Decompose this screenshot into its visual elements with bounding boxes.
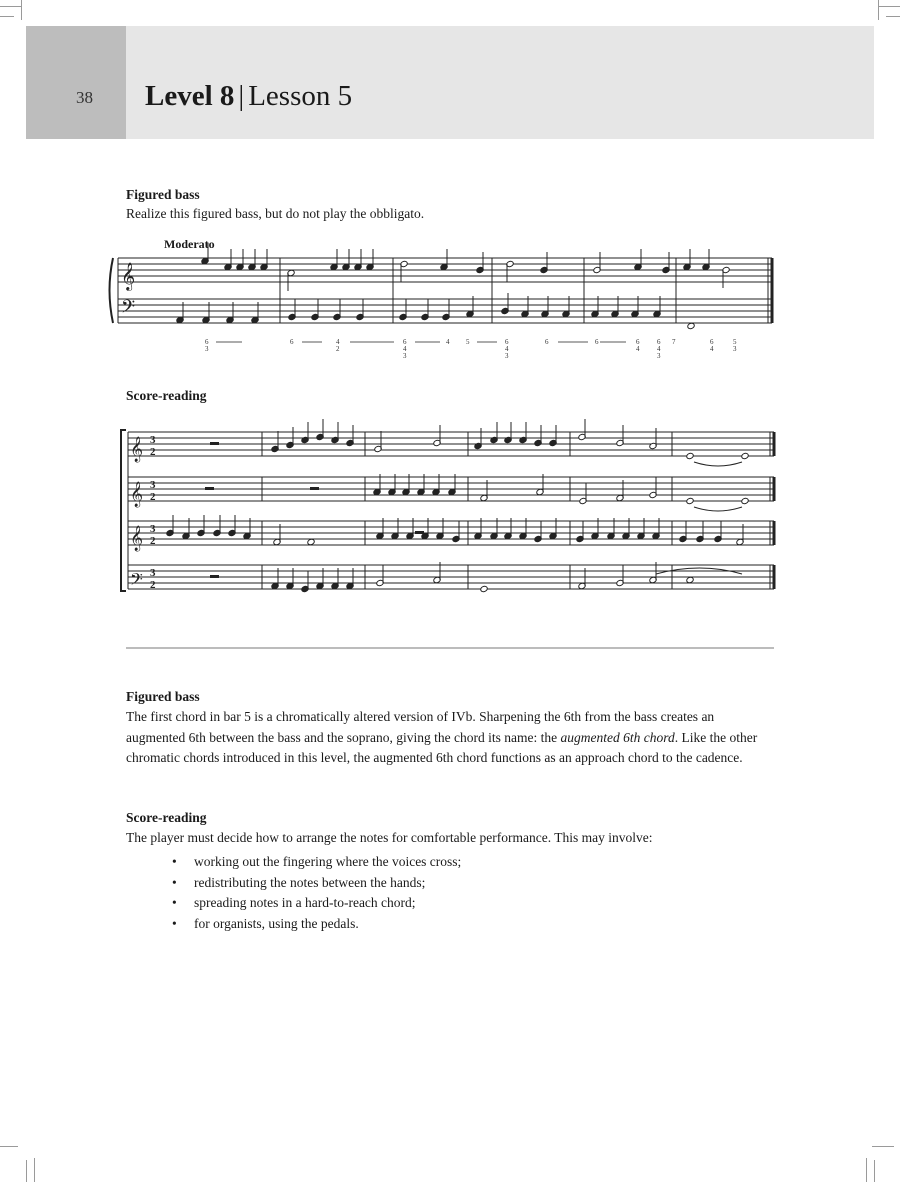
time-signature: 2 [150,491,156,503]
rest-mark [210,575,219,578]
score-reading-heading: Score-reading [126,388,207,403]
figure-numeral: 5 [466,338,470,346]
note-head [686,452,694,459]
note-head [480,585,488,592]
figure-numeral: 6 [710,338,714,346]
figure-numeral: 3 [403,352,407,360]
time-signature: 3 [150,479,156,491]
crop-mark [34,1158,35,1182]
crop-mark [872,1146,894,1147]
brace-icon [110,258,114,323]
bullet-icon: • [172,854,177,869]
treble-clef-icon: 𝄞 [130,436,144,461]
figure-numeral: 3 [505,352,509,360]
time-signature: 3 [150,523,156,535]
list-item: • spreading notes in a hard-to-reach chord; [172,893,461,914]
notes-figured-bass-paragraph [126,707,776,769]
list-item: • for organists, using the pedals. [172,914,461,935]
figure-numeral: 4 [710,345,714,353]
tie-mark [694,462,742,466]
list-item: • redistributing the notes between the hands; [172,873,461,894]
crop-mark [866,1158,867,1182]
notes-figured-bass-heading: Figured bass [126,689,200,704]
section-divider [126,647,774,649]
score-reading-system [121,419,774,593]
treble-clef-icon: 𝄞 [130,481,144,506]
rest-mark [415,531,424,534]
figured-bass-instruction: Realize this figured bass, but do not play the obbligato. [126,206,425,221]
bass-clef-icon: 𝄢 [130,571,143,593]
crop-mark [26,1160,27,1182]
lesson-label: Lesson 5 [248,80,353,112]
figure-numeral: 6 [403,338,407,346]
figure-numeral: 3 [657,352,661,360]
rest-mark [310,487,319,490]
figure-numeral: 6 [505,338,509,346]
figure-numeral: 6 [595,338,599,346]
time-signature: 2 [150,535,156,547]
figure-numeral: 4 [505,345,509,353]
figure-numeral: 6 [545,338,549,346]
note-head [741,452,749,459]
figure-numeral: 3 [733,345,737,353]
figure-numeral: 2 [336,345,340,353]
notes-score-reading-paragraph: The player must decide how to arrange the notes for comfortable performance. This may involve: [126,830,653,845]
paragraph-text: . Like the other chromatic chords introduced in this level, the augmented 6th chord functions as an approach chord to the cadence. [126,729,758,765]
crop-mark [0,1146,18,1147]
figure-numeral: 5 [733,338,737,346]
bracket-icon [121,430,126,591]
figure-numeral: 6 [205,338,209,346]
figured-bass-system [110,243,773,360]
figure-numeral: 6 [657,338,661,346]
bullet-icon: • [172,874,177,890]
crop-mark [874,1160,875,1182]
figure-numeral: 4 [336,338,340,346]
list-item: • working out the fingering where the voices cross; [172,852,461,873]
rest-mark [205,487,214,490]
figure-numeral: 3 [205,345,209,353]
figure-numeral: 7 [672,338,676,346]
figure-numeral: 4 [446,338,450,346]
notes-score-reading-heading: Score-reading [126,810,207,825]
figure-numeral: 4 [657,345,661,353]
figured-bass-heading: Figured bass [126,187,200,202]
bass-clef-icon: 𝄢 [121,296,136,321]
treble-clef-icon: 𝄞 [130,525,144,550]
tie-mark [694,507,742,511]
figure-numeral: 4 [636,345,640,353]
time-signature: 3 [150,434,156,446]
note-head [686,497,694,504]
figure-numeral: 4 [403,345,407,353]
page-number: 38 [76,88,93,107]
paragraph-text: The first chord in bar 5 is a chromatically altered version of IVb. Sharpening the 6th from the bass creates an augmented 6th between the bass and the soprano, giving the chord its name: the [126,709,715,745]
rest-mark [210,442,219,445]
time-signature: 3 [150,567,156,579]
tempo-marking: Moderato [164,237,215,251]
figure-numeral: 6 [290,338,294,346]
bullet-list [172,852,461,934]
figure-numeral: 6 [636,338,640,346]
bullet-icon: • [172,895,177,910]
time-signature: 2 [150,446,156,458]
time-signature: 2 [150,579,156,591]
title-separator: | [238,80,245,112]
treble-clef-icon: 𝄞 [121,264,136,290]
emphasis-term: augmented 6th chord [560,729,675,745]
bullet-icon: • [172,915,177,931]
note-head [741,497,749,504]
level-label: Level 8 [145,80,235,112]
